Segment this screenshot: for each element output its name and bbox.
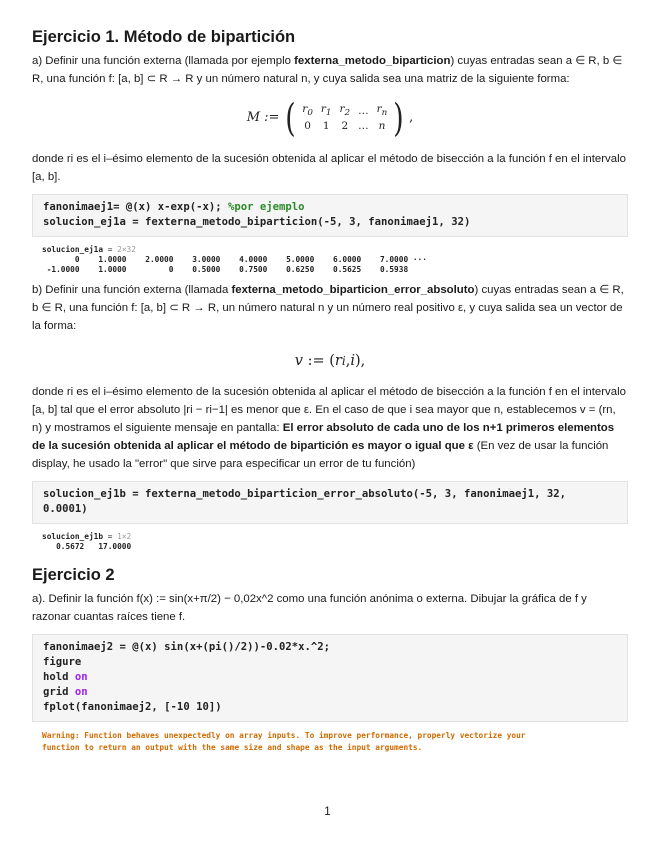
code-comment: %por ejemplo xyxy=(227,201,305,213)
keyword-on: on xyxy=(74,686,88,698)
paragraph-1b-after: donde ri es el i–ésimo elemento de la sucesión obtenida al aplicar el método de bisección a la función f en el intervalo [a, b] tal que el error absoluto |ri − ri−1| es menor que ε. En el caso de que i sea mayor que n, establecemos v = (rn, n) y mostramos el siguiente mensaje en pantalla: El error absoluto de cada uno de los n+1 primeros elementos de la sucesión obtenida al aplicar el método de bipartición es mayor o igual que ε (En vez de usar la función display, he usado la "error" que sirve para especificar un error de tu función) xyxy=(32,386,626,470)
section-title-ejercicio-2: Ejercicio 2 xyxy=(32,566,115,584)
paragraph-1a: a) Definir una función externa (llamada por ejemplo fexterna_metodo_biparticion) cuyas entradas sean a ∈ R, b ∈ R, una función f: [a, b] ⊂ R → R y un número natural n, y cuya salida sea una matriz de la siguiente forma: xyxy=(32,55,623,85)
paragraph-1b: b) Definir una función externa (llamada fexterna_metodo_biparticion_error_absoluto) cuyas entradas sean a ∈ R, b ∈ R, una función f: [a, b] ⊂ R → R, un número natural n y un número real positivo ε, y cuya salida sea un vector de la forma: xyxy=(32,284,624,332)
paragraph-1a-after: donde ri es el i–ésimo elemento de la sucesión obtenida al aplicar el método de bisección a la función f en el intervalo [a, b]. xyxy=(32,153,626,183)
function-name-bold-b: fexterna_metodo_biparticion_error_absoluto xyxy=(231,284,475,296)
page-number: 1 xyxy=(324,806,331,818)
output-block-2: solucion_ej1b = 1×2 0.5672 17.0000 xyxy=(42,532,132,551)
error-message-bold: El error absoluto de cada uno de los n+1 primeros elementos de la sucesión obtenida al aplicar el método de bipartición es mayor o igual que ε xyxy=(32,422,615,452)
paragraph-2a: a). Definir la función f(x) := sin(x+π/2) − 0,02x^2 como una función anónima o externa. Dibujar la gráfica de f y razonar cuantas raíces tiene f. xyxy=(32,593,587,623)
warning-message: Warning: Function behaves unexpectedly on array inputs. To improve performance, properly vectorize your function to return an output with the same size and shape as the input arguments. xyxy=(42,731,526,752)
section-title-ejercicio-1: Ejercicio 1. Método de bipartición xyxy=(32,28,296,46)
function-name-bold: fexterna_metodo_biparticion xyxy=(294,55,451,67)
vector-equation: v := ( r i , i ), xyxy=(294,353,366,369)
matrix-table: $r_0$ $r_1$ $r_2$ … $r_n$ 0 1 2 … n xyxy=(302,102,388,133)
right-paren: ) xyxy=(393,96,404,140)
code-block-3[interactable]: fanonimaej2 = @(x) sin(x+(pi()/2))-0.02*x.^2; figure hold on grid on fplot(fanonimaej2, [-10 10]) xyxy=(32,634,628,722)
code-block-1[interactable]: fanonimaej1= @(x) x-exp(-x); %por ejemplo solucion_ej1a = fexterna_metodo_biparticion(-5, 3, fanonimaej1, 32) xyxy=(32,194,628,237)
code-block-2[interactable]: solucion_ej1b = fexterna_metodo_biparticion_error_absoluto(-5, 3, fanonimaej1, 32, 0.0001) xyxy=(32,481,628,524)
left-paren: ( xyxy=(285,96,297,140)
keyword-on: on xyxy=(74,671,88,683)
output-block-1: solucion_ej1a = 2×32 0 1.0000 2.0000 3.0000 4.0000 5.0000 6.0000 7.0000 ··· -1.0000 1.0000 0 0.5000 0.7500 0.6250 0.5625 0.5938 xyxy=(42,245,427,274)
document-page xyxy=(32,26,628,754)
matrix-equation: M := ( $r_0$ $r_1$ $r_2$ … $r_n$ 0 1 2 … n ) , xyxy=(246,96,414,140)
